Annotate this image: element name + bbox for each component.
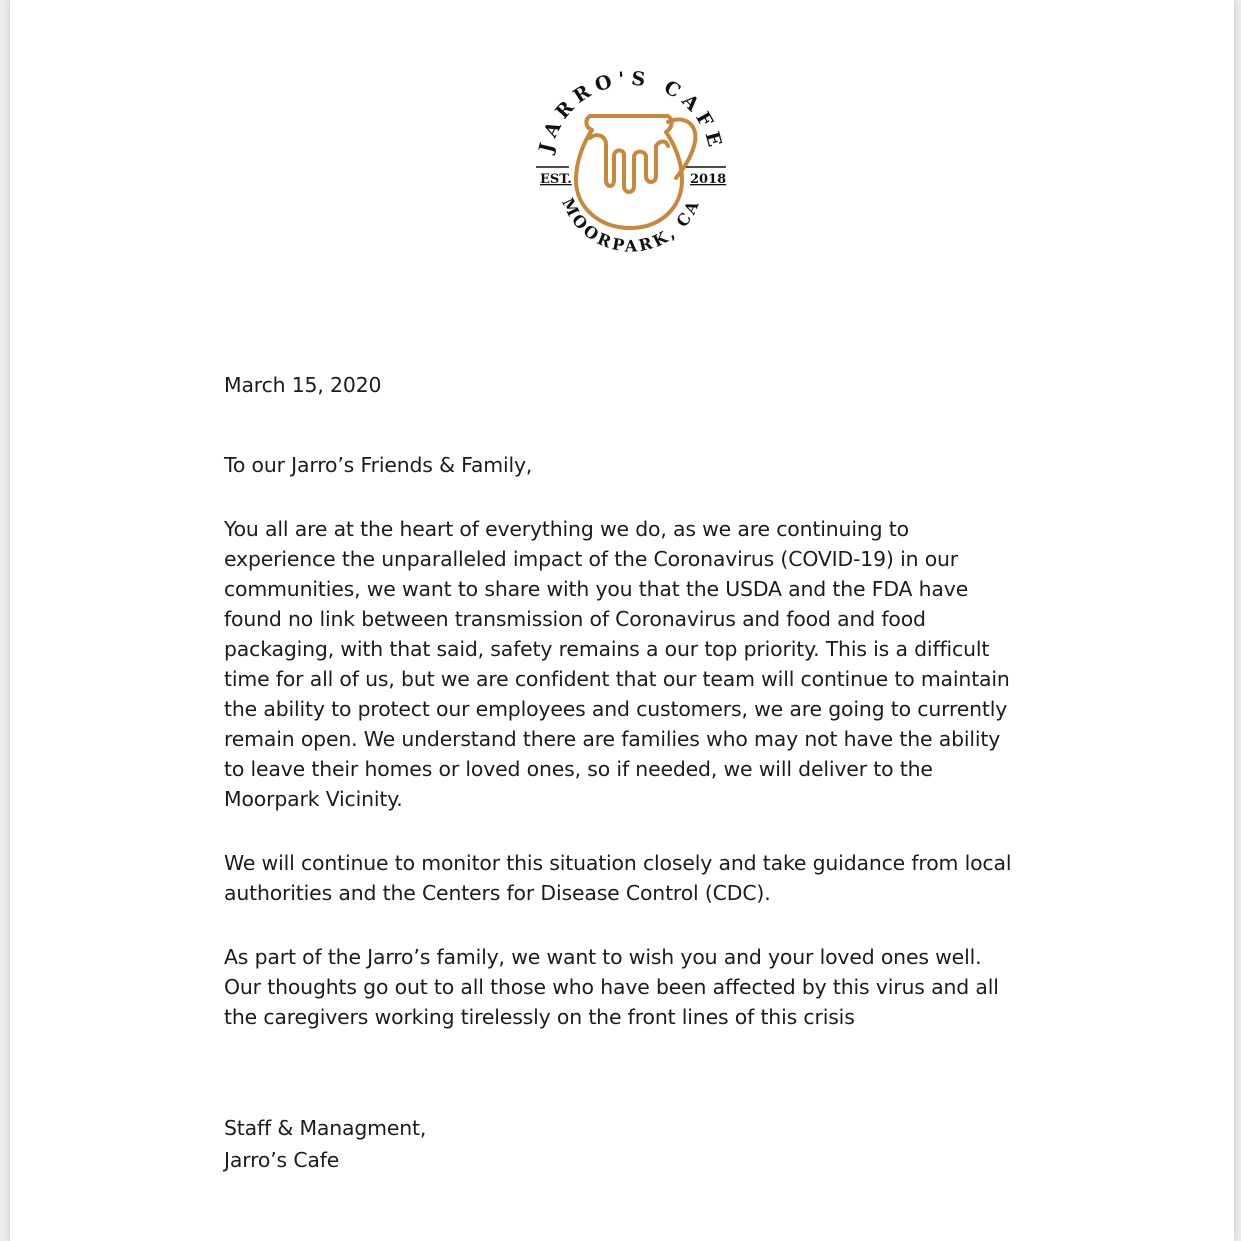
- logo-est-label: EST.: [540, 172, 572, 187]
- letter-paragraph-3: As part of the Jarro’s family, we want to wish you and your loved ones well. Our thoughts go out to all those who have been affected by this virus and all the caregivers working tirelessly on the front lines of this crisis: [224, 945, 999, 1029]
- letter-signature: Jarro’s Cafe: [224, 1148, 340, 1172]
- logo-year: 2018: [690, 172, 727, 187]
- logo-arc-bottom-text: MOORPARK, CA: [558, 194, 704, 256]
- logo-arc-top-text: JARRO'S CAFE: [534, 67, 728, 155]
- letter-paragraph-2: We will continue to monitor this situation closely and take guidance from local authorities and the Centers for Disease Control (CDC).: [224, 851, 1012, 905]
- letter-salutation: To our Jarro’s Friends & Family,: [224, 453, 533, 477]
- letter-paragraph-1: You all are at the heart of everything we do, as we are continuing to experience the unparalleled impact of the Coronavirus (COVID-19) in our communities, we want to share with you that the USDA and the FDA have found no link between transmission of Coronavirus and food and food packaging, with that said, safety remains a our top priority. This is a difficult time for all of us, but we are confident that our team will continue to maintain the ability to protect our employees and customers, we are going to currently remain open. We understand there are families who may not have the ability to leave their homes or loved ones, so if needed, we will deliver to the Moorpark Vicinity.: [224, 517, 1010, 811]
- letter-signoff: Staff & Managment,: [224, 1116, 427, 1140]
- letter-date: March 15, 2020: [224, 373, 382, 397]
- letter-page: [10, 0, 1234, 1241]
- letter-body: [224, 370, 1024, 1176]
- cafe-logo: [526, 60, 736, 270]
- letter-signature-block: [224, 1112, 1024, 1176]
- jug-icon: [576, 116, 695, 228]
